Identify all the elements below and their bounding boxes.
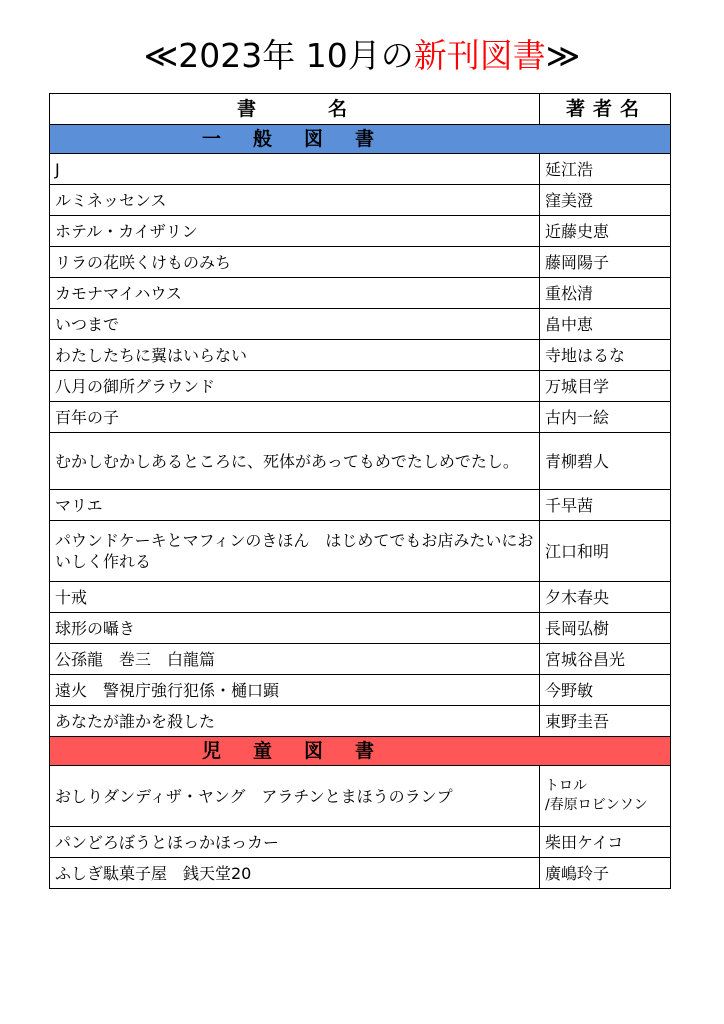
table-row — [50, 433, 671, 490]
book-title: むかしむかしあるところに、死体があってもめでたしめでたし。 — [50, 433, 540, 490]
book-author: 夕木春央 — [540, 582, 671, 613]
book-title: パンどろぼうとほっかほっカー — [50, 827, 540, 858]
author-column-header: 著者名 — [540, 94, 671, 125]
table-row — [50, 858, 671, 889]
table-row — [50, 582, 671, 613]
book-author — [540, 766, 671, 827]
book-title: リラの花咲くけものみち — [50, 247, 540, 278]
book-title: あなたが誰かを殺した — [50, 706, 540, 737]
table-row — [50, 490, 671, 521]
table-row — [50, 766, 671, 827]
book-title: 遠火 警視庁強行犯係・樋口顕 — [50, 675, 540, 706]
table-row — [50, 521, 671, 582]
table-row — [50, 402, 671, 433]
book-title: おしりダンディザ・ヤング アラチンとまほうのランプ — [50, 766, 540, 827]
table-row — [50, 216, 671, 247]
title-column-header: 書名 — [50, 94, 540, 125]
table-row — [50, 185, 671, 216]
book-author: 万城目学 — [540, 371, 671, 402]
table-row — [50, 644, 671, 675]
table-header-row — [50, 94, 671, 125]
book-title: パウンドケーキとマフィンのきほん はじめてでもお店みたいにおいしく作れる — [50, 521, 540, 582]
book-title: わたしたちに翼はいらない — [50, 340, 540, 371]
table-row — [50, 309, 671, 340]
book-author: 延江浩 — [540, 154, 671, 185]
author-line-1: トロル — [545, 778, 587, 794]
section-children-label: 児童図書 — [50, 737, 671, 766]
table-row — [50, 706, 671, 737]
book-author: 宮城谷昌光 — [540, 644, 671, 675]
page-title — [0, 34, 724, 78]
book-author: 古内一絵 — [540, 402, 671, 433]
table-row — [50, 613, 671, 644]
book-title: J — [50, 154, 540, 185]
section-general-row — [50, 125, 671, 154]
title-suffix: ≫ — [545, 36, 581, 75]
table-row — [50, 278, 671, 309]
section-children-row — [50, 737, 671, 766]
book-author: 長岡弘樹 — [540, 613, 671, 644]
book-author: 東野圭吾 — [540, 706, 671, 737]
book-author: 近藤史恵 — [540, 216, 671, 247]
book-title: いつまで — [50, 309, 540, 340]
book-author: 柴田ケイコ — [540, 827, 671, 858]
section-general-label: 一般図書 — [50, 125, 671, 154]
book-author: 青柳碧人 — [540, 433, 671, 490]
book-author: 寺地はるな — [540, 340, 671, 371]
book-title: 百年の子 — [50, 402, 540, 433]
table-row — [50, 247, 671, 278]
book-title: ホテル・カイザリン — [50, 216, 540, 247]
book-title: ルミネッセンス — [50, 185, 540, 216]
book-title: 八月の御所グラウンド — [50, 371, 540, 402]
book-author: 重松清 — [540, 278, 671, 309]
book-title: カモナマイハウス — [50, 278, 540, 309]
book-author: 窪美澄 — [540, 185, 671, 216]
book-author: 藤岡陽子 — [540, 247, 671, 278]
book-author: 江口和明 — [540, 521, 671, 582]
book-author: 今野敏 — [540, 675, 671, 706]
author-line-2: /春原ロビンソン — [545, 797, 648, 813]
title-prefix: ≪2023年 10月の — [143, 36, 414, 75]
book-title: 十戒 — [50, 582, 540, 613]
table-row — [50, 675, 671, 706]
table-row — [50, 154, 671, 185]
table-row — [50, 827, 671, 858]
new-books-table — [49, 93, 671, 889]
book-author: 廣嶋玲子 — [540, 858, 671, 889]
book-author: 畠中恵 — [540, 309, 671, 340]
table-row — [50, 371, 671, 402]
book-title: マリエ — [50, 490, 540, 521]
book-title: 球形の囁き — [50, 613, 540, 644]
table-row — [50, 340, 671, 371]
book-author: 千早茜 — [540, 490, 671, 521]
title-highlight: 新刊図書 — [413, 36, 546, 75]
book-title: 公孫龍 巻三 白龍篇 — [50, 644, 540, 675]
book-title: ふしぎ駄菓子屋 銭天堂20 — [50, 858, 540, 889]
